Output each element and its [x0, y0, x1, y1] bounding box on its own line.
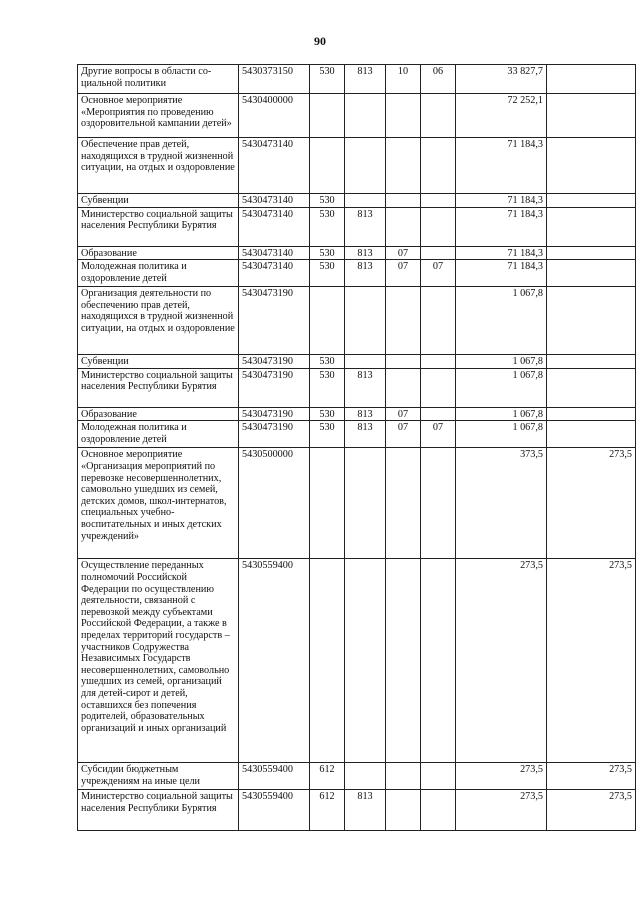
cell-code: 5430473190	[239, 355, 310, 369]
table-row	[78, 207, 636, 246]
cell-expense-type: 530	[310, 65, 345, 94]
cell-expense-type	[310, 138, 345, 194]
cell-section	[386, 448, 421, 559]
cell-subsection	[421, 559, 456, 763]
cell-amount-federal: 273,5	[547, 790, 636, 831]
cell-subsection: 07	[421, 421, 456, 448]
cell-expense-type: 530	[310, 355, 345, 369]
cell-subsection	[421, 763, 456, 790]
cell-expense-type: 612	[310, 790, 345, 831]
cell-amount-federal	[547, 194, 636, 208]
cell-name: Субсидии бюджетным учреждениям на иные цели	[78, 763, 239, 790]
cell-subsection	[421, 790, 456, 831]
cell-administrator: 813	[345, 65, 386, 94]
cell-amount: 273,5	[456, 763, 547, 790]
cell-name: Субвенции	[78, 194, 239, 208]
cell-section	[386, 194, 421, 208]
cell-expense-type: 530	[310, 421, 345, 448]
cell-administrator	[345, 287, 386, 355]
cell-name: Другие вопросы в области со-циальной политики	[78, 65, 239, 94]
cell-subsection	[421, 287, 456, 355]
cell-code: 5430473140	[239, 246, 310, 260]
cell-amount-federal	[547, 407, 636, 421]
budget-table-body	[78, 65, 636, 831]
table-row	[78, 763, 636, 790]
cell-amount-federal: 273,5	[547, 763, 636, 790]
cell-amount-federal	[547, 421, 636, 448]
cell-administrator	[345, 763, 386, 790]
cell-code: 5430473190	[239, 407, 310, 421]
cell-amount: 1 067,8	[456, 355, 547, 369]
cell-administrator: 813	[345, 790, 386, 831]
cell-code: 5430559400	[239, 790, 310, 831]
cell-section	[386, 355, 421, 369]
cell-expense-type: 530	[310, 207, 345, 246]
cell-administrator	[345, 355, 386, 369]
cell-section: 07	[386, 260, 421, 287]
table-row	[78, 407, 636, 421]
cell-code: 5430473140	[239, 260, 310, 287]
cell-amount: 1 067,8	[456, 368, 547, 407]
cell-expense-type: 530	[310, 368, 345, 407]
cell-code: 5430473140	[239, 138, 310, 194]
cell-name: Основное мероприятие «Организация мероприятий по перевозке несовершеннолетних, самовольно ушедших из семей, детских домов, школ-интернатов, специальных учебно-воспитательных и иных детских учреждений»	[78, 448, 239, 559]
cell-name: Осуществление переданных полномочий Российской Федерации по осуществлению деятельности, связанной с перевозкой между субъектами Российской Федерации, а также в пределах территорий государств – участников Содружества Независимых Государств несовершеннолетних, самовольно ушедших из семей, организаций для детей-сирот и детей, оставшихся без попечения родителей, образовательных организаций и иных организаций	[78, 559, 239, 763]
cell-code: 5430373150	[239, 65, 310, 94]
cell-expense-type: 530	[310, 407, 345, 421]
cell-amount-federal	[547, 260, 636, 287]
cell-administrator	[345, 194, 386, 208]
cell-code: 5430400000	[239, 94, 310, 138]
table-row	[78, 260, 636, 287]
cell-section	[386, 138, 421, 194]
cell-amount: 71 184,3	[456, 138, 547, 194]
cell-section	[386, 287, 421, 355]
cell-expense-type: 612	[310, 763, 345, 790]
cell-section: 07	[386, 421, 421, 448]
cell-expense-type	[310, 94, 345, 138]
cell-name: Молодежная политика и оздоровление детей	[78, 260, 239, 287]
cell-name: Основное мероприятие «Мероприятия по проведению оздоровительной кампании детей»	[78, 94, 239, 138]
cell-amount-federal	[547, 207, 636, 246]
cell-code: 5430559400	[239, 559, 310, 763]
cell-administrator: 813	[345, 421, 386, 448]
cell-section	[386, 94, 421, 138]
table-row	[78, 246, 636, 260]
cell-administrator	[345, 559, 386, 763]
cell-amount: 373,5	[456, 448, 547, 559]
cell-code: 5430473190	[239, 421, 310, 448]
cell-amount-federal: 273,5	[547, 448, 636, 559]
cell-subsection: 06	[421, 65, 456, 94]
cell-code: 5430500000	[239, 448, 310, 559]
cell-amount-federal	[547, 368, 636, 407]
cell-section: 10	[386, 65, 421, 94]
cell-name: Молодежная политика и оздоровление детей	[78, 421, 239, 448]
cell-code: 5430473140	[239, 207, 310, 246]
cell-amount-federal: 273,5	[547, 559, 636, 763]
cell-amount-federal	[547, 246, 636, 260]
cell-code: 5430473190	[239, 368, 310, 407]
cell-expense-type: 530	[310, 194, 345, 208]
cell-code: 5430473140	[239, 194, 310, 208]
cell-section: 07	[386, 246, 421, 260]
cell-name: Организация деятельности по обеспечению прав детей, находящихся в трудной жизненной ситуации, на отдых и оздоровление	[78, 287, 239, 355]
table-row	[78, 355, 636, 369]
cell-amount: 1 067,8	[456, 287, 547, 355]
cell-administrator	[345, 448, 386, 559]
cell-name: Образование	[78, 407, 239, 421]
cell-subsection	[421, 368, 456, 407]
cell-name: Субвенции	[78, 355, 239, 369]
cell-amount: 71 184,3	[456, 207, 547, 246]
cell-administrator: 813	[345, 260, 386, 287]
cell-administrator: 813	[345, 207, 386, 246]
cell-section	[386, 763, 421, 790]
cell-name: Обеспечение прав детей, находящихся в трудной жизненной ситуации, на отдых и оздоровление	[78, 138, 239, 194]
cell-name: Министерство социальной защиты населения Республики Бурятия	[78, 790, 239, 831]
table-row	[78, 790, 636, 831]
cell-amount-federal	[547, 138, 636, 194]
cell-name: Министерство социальной защиты населения Республики Бурятия	[78, 207, 239, 246]
table-row	[78, 194, 636, 208]
cell-administrator	[345, 94, 386, 138]
cell-subsection	[421, 448, 456, 559]
cell-amount: 71 184,3	[456, 260, 547, 287]
table-row	[78, 94, 636, 138]
cell-amount: 71 184,3	[456, 194, 547, 208]
cell-administrator	[345, 138, 386, 194]
cell-amount: 1 067,8	[456, 407, 547, 421]
cell-subsection	[421, 407, 456, 421]
cell-section	[386, 207, 421, 246]
cell-amount: 72 252,1	[456, 94, 547, 138]
cell-amount-federal	[547, 94, 636, 138]
cell-code: 5430559400	[239, 763, 310, 790]
cell-amount: 273,5	[456, 790, 547, 831]
cell-amount: 33 827,7	[456, 65, 547, 94]
cell-section	[386, 559, 421, 763]
cell-subsection	[421, 138, 456, 194]
table-row	[78, 421, 636, 448]
table-row	[78, 448, 636, 559]
cell-section	[386, 368, 421, 407]
cell-amount: 273,5	[456, 559, 547, 763]
table-row	[78, 559, 636, 763]
cell-subsection	[421, 94, 456, 138]
cell-subsection	[421, 194, 456, 208]
cell-section	[386, 790, 421, 831]
table-row	[78, 368, 636, 407]
cell-amount-federal	[547, 287, 636, 355]
cell-expense-type	[310, 448, 345, 559]
cell-administrator: 813	[345, 246, 386, 260]
cell-amount: 71 184,3	[456, 246, 547, 260]
cell-expense-type: 530	[310, 246, 345, 260]
cell-expense-type	[310, 287, 345, 355]
table-row	[78, 65, 636, 94]
table-row	[78, 287, 636, 355]
cell-expense-type	[310, 559, 345, 763]
table-row	[78, 138, 636, 194]
cell-name: Образование	[78, 246, 239, 260]
cell-name: Министерство социальной защиты населения Республики Бурятия	[78, 368, 239, 407]
cell-amount-federal	[547, 65, 636, 94]
cell-subsection	[421, 246, 456, 260]
cell-administrator: 813	[345, 407, 386, 421]
cell-administrator: 813	[345, 368, 386, 407]
page-number: 90	[314, 34, 326, 48]
cell-subsection	[421, 207, 456, 246]
budget-table	[77, 64, 636, 831]
cell-code: 5430473190	[239, 287, 310, 355]
cell-section: 07	[386, 407, 421, 421]
cell-subsection	[421, 355, 456, 369]
cell-expense-type: 530	[310, 260, 345, 287]
cell-amount-federal	[547, 355, 636, 369]
cell-amount: 1 067,8	[456, 421, 547, 448]
cell-subsection: 07	[421, 260, 456, 287]
